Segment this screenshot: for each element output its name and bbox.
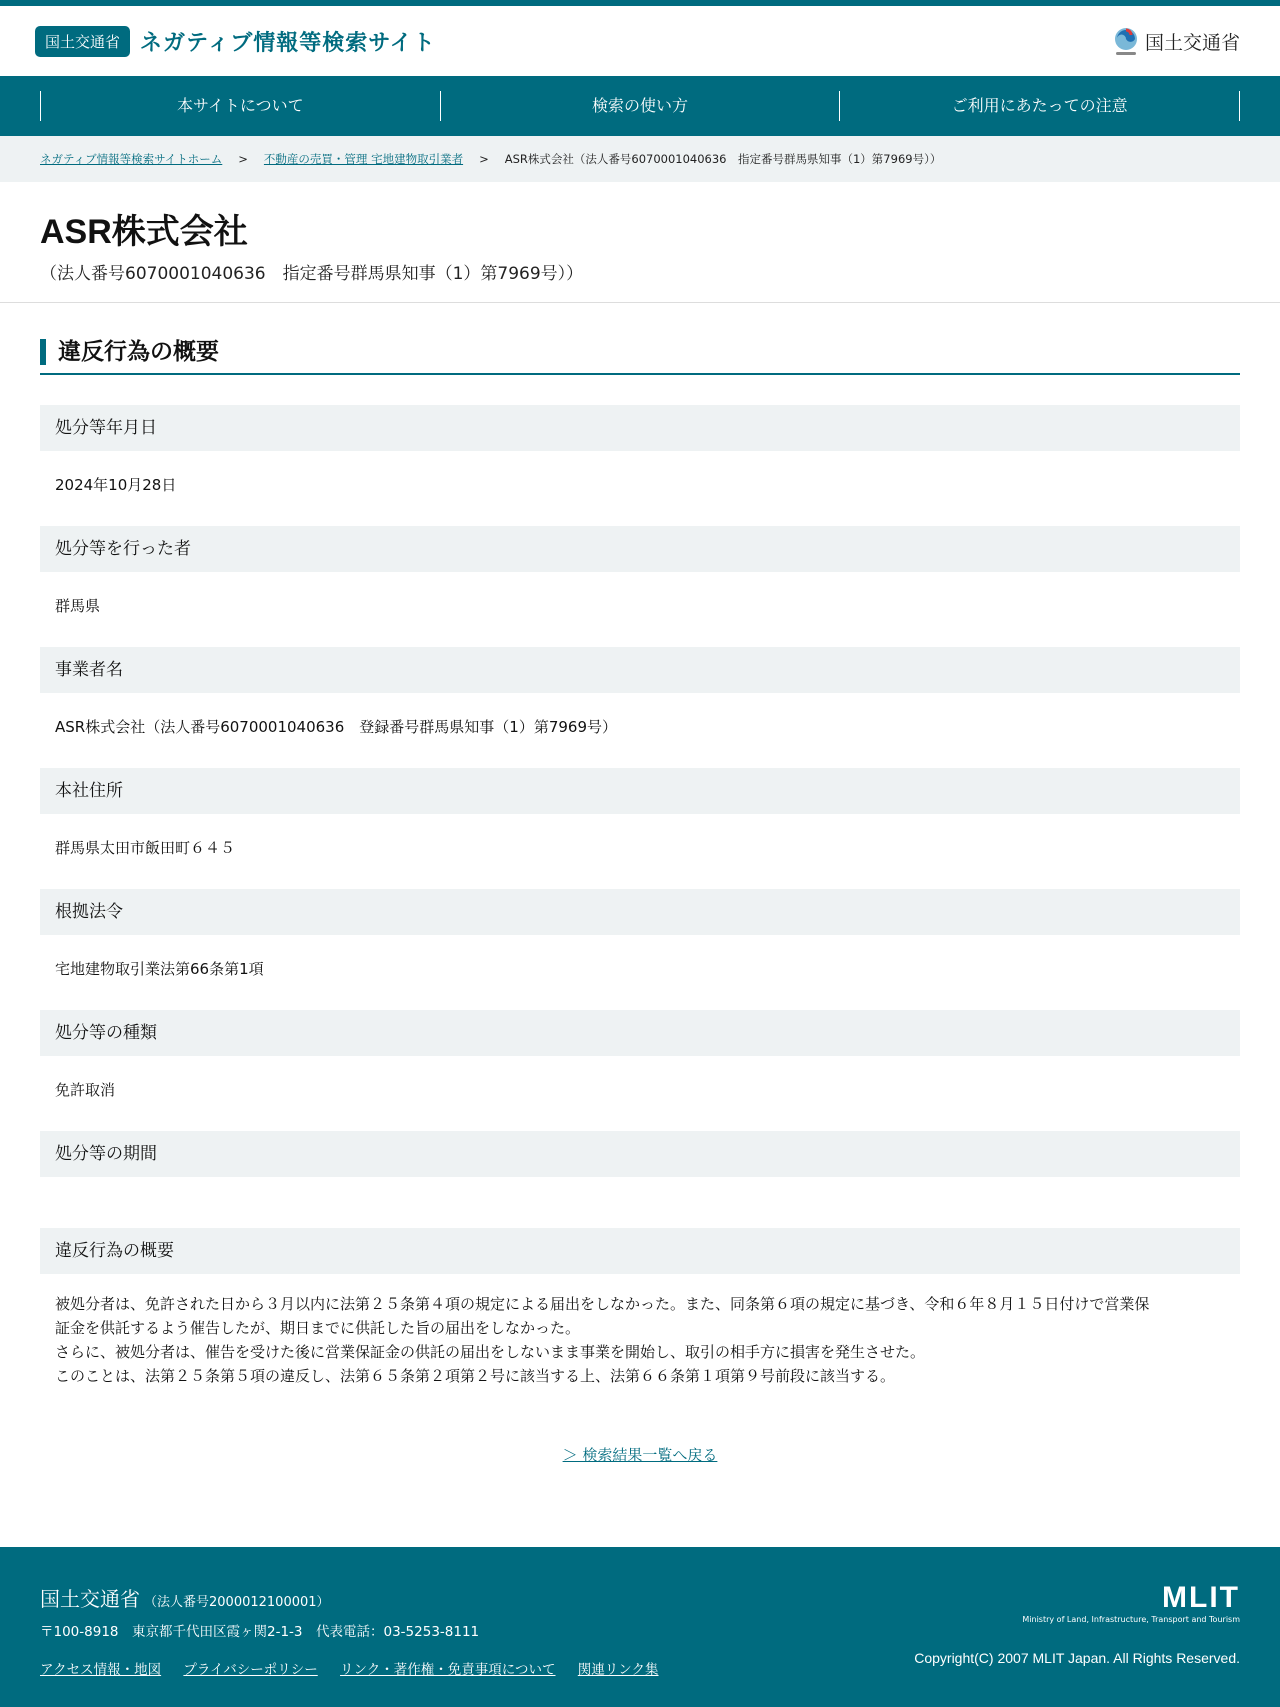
global-nav: [0, 76, 1280, 136]
detail-field: [40, 405, 1240, 526]
detail-field: [40, 1131, 1240, 1228]
field-label: 処分等の種類: [40, 1010, 1240, 1056]
site-title: ネガティブ情報等検索サイト: [140, 30, 436, 56]
field-value: 宅地建物取引業法第66条第1項: [55, 960, 264, 978]
field-label: 違反行為の概要: [40, 1228, 1240, 1274]
detail-field: [40, 768, 1240, 889]
main-content: [0, 303, 1280, 1465]
company-identifiers: （法人番号6070001040636 指定番号群馬県知事（1）第7969号））: [40, 264, 584, 284]
site-header: [0, 6, 1280, 76]
ministry-logo-text: 国土交通省: [1144, 31, 1240, 54]
field-label: 処分等の期間: [40, 1131, 1240, 1177]
summary-line: このことは、法第２５条第５項の違反し、法第６５条第２項第２号に該当する上、法第６６条第１項第９号前段に該当する。: [55, 1367, 896, 1385]
page-title: ASR株式会社: [40, 213, 248, 251]
footer-corp-number: （法人番号2000012100001）: [144, 1595, 330, 1610]
company-heading: [0, 182, 1280, 303]
summary-field: [40, 1228, 1240, 1388]
nav-how-to-search[interactable]: 検索の使い方: [440, 91, 840, 121]
detail-field: [40, 889, 1240, 1010]
field-value: 免許取消: [55, 1081, 116, 1099]
footer-link-privacy[interactable]: プライバシーポリシー: [183, 1662, 318, 1678]
breadcrumb-current: ASR株式会社（法人番号6070001040636 指定番号群馬県知事（1）第7969号））: [504, 152, 942, 166]
summary-line: さらに、被処分者は、催告を受けた後に営業保証金の供託の届出をしないまま事業を開始し、取引の相手方に損害を発生させた。: [55, 1343, 926, 1361]
summary-text: [40, 1274, 1240, 1388]
copyright: Copyright(C) 2007 MLIT Japan. All Rights Reserved.: [914, 1650, 1240, 1666]
site-logo-link[interactable]: [35, 26, 436, 57]
breadcrumb-separator: >: [238, 152, 248, 166]
nav-about[interactable]: 本サイトについて: [40, 91, 440, 121]
footer-ministry-name: 国土交通省: [40, 1587, 140, 1611]
summary-line: 被処分者は、免許された日から３月以内に法第２５条第４項の規定による届出をしなかった。また、同条第６項の規定に基づき、令和６年８月１５日付けで営業保: [55, 1295, 1150, 1313]
ministry-badge: 国土交通省: [35, 26, 130, 57]
field-value: 群馬県太田市飯田町６４５: [55, 839, 236, 857]
breadcrumb-home[interactable]: ネガティブ情報等検索サイトホーム: [40, 152, 223, 166]
field-label: 事業者名: [40, 647, 1240, 693]
footer-mlit-logo: [1022, 1583, 1240, 1624]
summary-line: 証金を供託するよう催告したが、期日までに供託した旨の届出をしなかった。: [55, 1319, 581, 1337]
field-value: 2024年10月28日: [55, 476, 177, 494]
breadcrumb: [0, 136, 1280, 182]
ministry-emblem-icon: [1112, 26, 1140, 56]
footer-link-access[interactable]: アクセス情報・地図: [40, 1662, 162, 1678]
detail-field: [40, 1010, 1240, 1131]
mlit-logo-english: Ministry of Land, Infrastructure, Transport and Tourism: [1022, 1615, 1240, 1624]
detail-field: [40, 526, 1240, 647]
field-label: 処分等年月日: [40, 405, 1240, 451]
mlit-logo-text: MLIT: [1162, 1581, 1240, 1614]
section-divider: [40, 373, 1240, 375]
field-value: ASR株式会社（法人番号6070001040636 登録番号群馬県知事（1）第7969号）: [55, 718, 617, 736]
section-title: 違反行為の概要: [40, 339, 1240, 365]
ministry-logo-link[interactable]: [1112, 26, 1240, 56]
footer-address: 〒100-8918 東京都千代田区霞ヶ関2-1-3 代表電話：03-5253-8111: [40, 1624, 480, 1640]
field-value: 群馬県: [55, 597, 101, 615]
detail-field: [40, 647, 1240, 768]
site-footer: [0, 1547, 1280, 1707]
field-value: [40, 1177, 1240, 1228]
back-link-wrap: [40, 1444, 1240, 1465]
field-label: 本社住所: [40, 768, 1240, 814]
back-to-results-link[interactable]: ＞ 検索結果一覧へ戻る: [562, 1446, 718, 1464]
footer-link-copyright[interactable]: リンク・著作権・免責事項について: [340, 1662, 556, 1678]
footer-link-related[interactable]: 関連リンク集: [577, 1662, 659, 1678]
breadcrumb-separator: >: [479, 152, 489, 166]
nav-notes[interactable]: ご利用にあたっての注意: [839, 91, 1240, 121]
field-label: 根拠法令: [40, 889, 1240, 935]
field-label: 処分等を行った者: [40, 526, 1240, 572]
breadcrumb-category[interactable]: 不動産の売買・管理 宅地建物取引業者: [263, 152, 464, 166]
